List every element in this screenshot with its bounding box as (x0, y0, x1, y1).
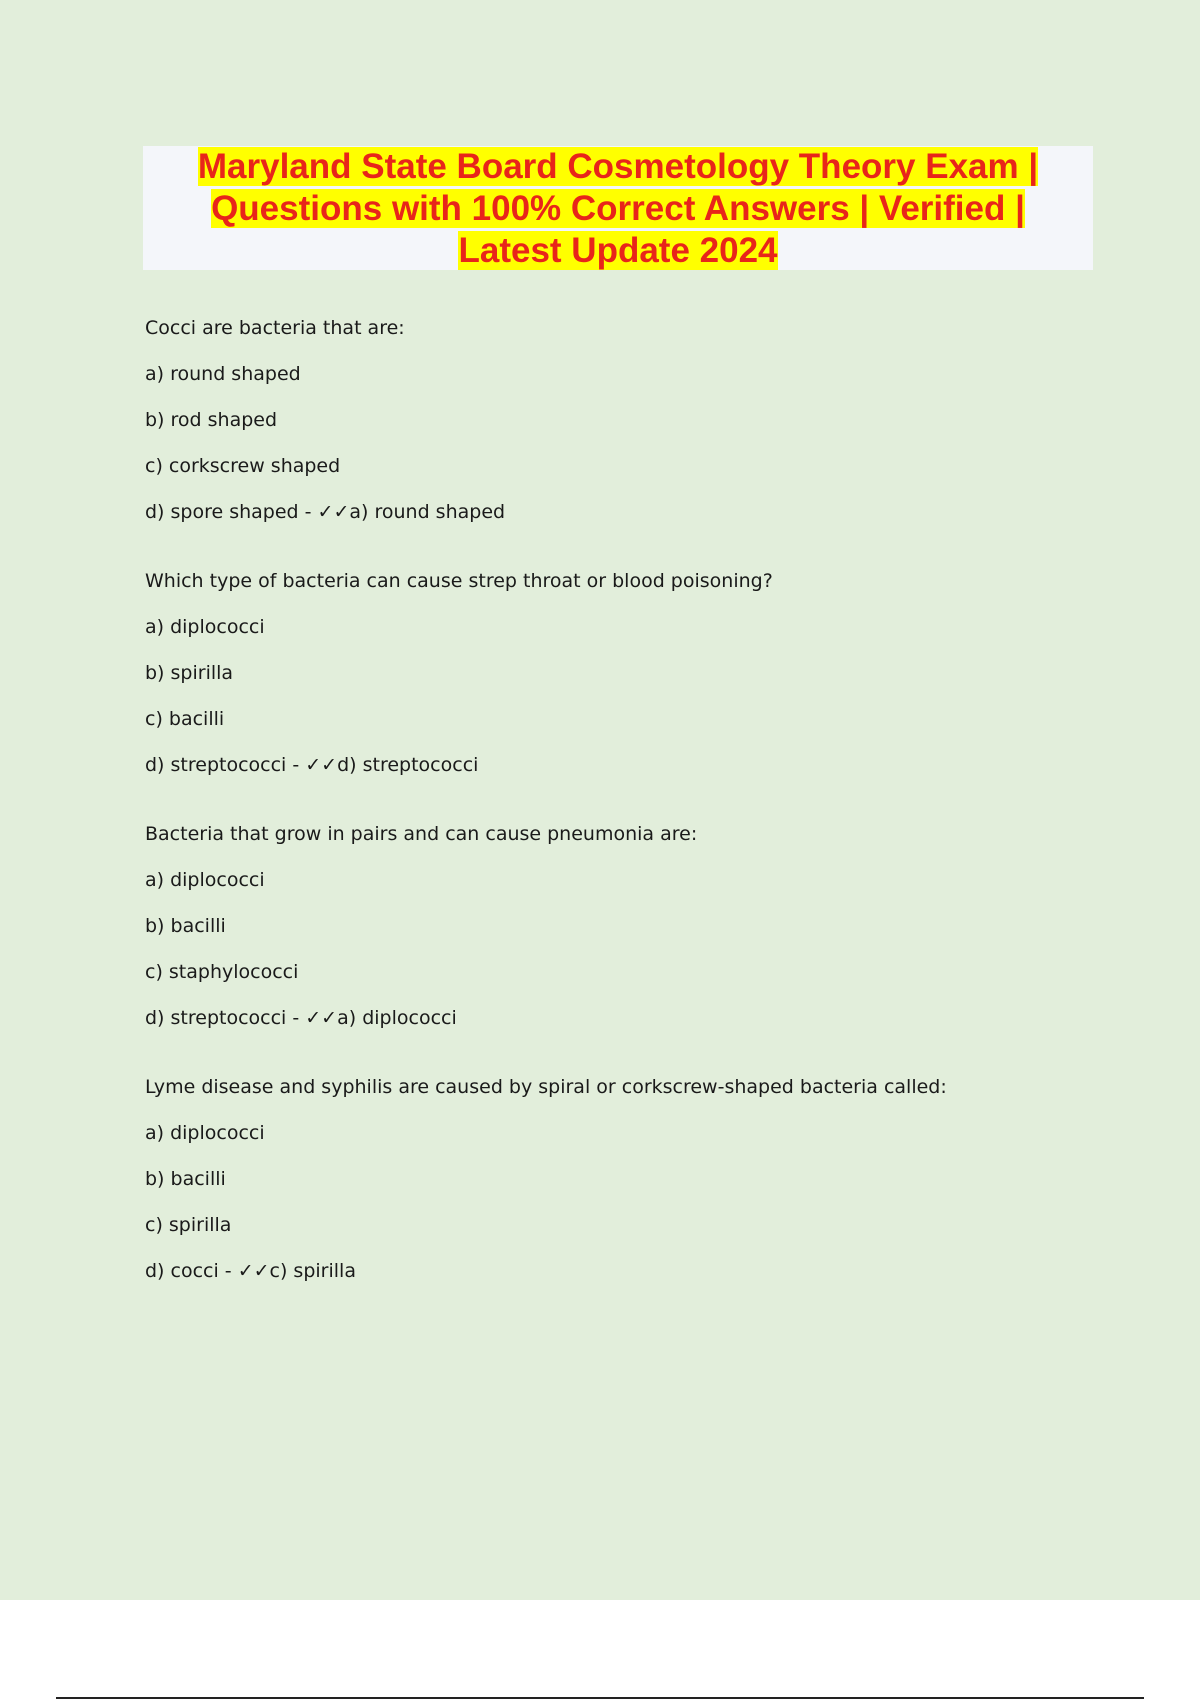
answer-option: a) diplococci (145, 1122, 265, 1144)
answer-option: c) corkscrew shaped (145, 455, 341, 477)
question-block-2 (145, 569, 1105, 777)
question-block-1 (145, 316, 1105, 524)
question-block-4 (145, 1075, 1105, 1283)
question-text: Bacteria that grow in pairs and can cause pneumonia are: (145, 823, 698, 845)
answer-option: b) rod shaped (145, 409, 278, 431)
question-text: Which type of bacteria can cause strep throat or blood poisoning? (145, 570, 773, 592)
title-line-3-text: Latest Update 2024 (458, 231, 778, 270)
answer-option-with-key: d) cocci - ✓✓c) spirilla (145, 1260, 356, 1282)
answer-option-with-key: d) streptococci - ✓✓a) diplococci (145, 1007, 457, 1029)
title-line-1-text: Maryland State Board Cosmetology Theory Exam | (197, 147, 1039, 186)
answer-option: a) round shaped (145, 363, 301, 385)
answer-option: c) staphylococci (145, 961, 299, 983)
title-line-2 (143, 188, 1093, 230)
question-block-3 (145, 822, 1105, 1030)
answer-option: c) bacilli (145, 708, 225, 730)
question-text: Cocci are bacteria that are: (145, 317, 405, 339)
question-text: Lyme disease and syphilis are caused by spiral or corkscrew-shaped bacteria called: (145, 1076, 947, 1098)
answer-option: c) spirilla (145, 1214, 232, 1236)
answer-option: b) bacilli (145, 915, 226, 937)
title-banner (143, 146, 1093, 270)
questions-list (145, 316, 1105, 1328)
answer-option: a) diplococci (145, 616, 265, 638)
title-line-3 (143, 230, 1093, 272)
answer-option-with-key: d) streptococci - ✓✓d) streptococci (145, 754, 479, 776)
answer-option: b) bacilli (145, 1168, 226, 1190)
answer-option: a) diplococci (145, 869, 265, 891)
answer-option-with-key: d) spore shaped - ✓✓a) round shaped (145, 501, 506, 523)
title-line-2-text: Questions with 100% Correct Answers | Verified | (211, 189, 1025, 228)
answer-option: b) spirilla (145, 662, 234, 684)
title-line-1 (143, 146, 1093, 188)
footer-divider (56, 1697, 1144, 1699)
